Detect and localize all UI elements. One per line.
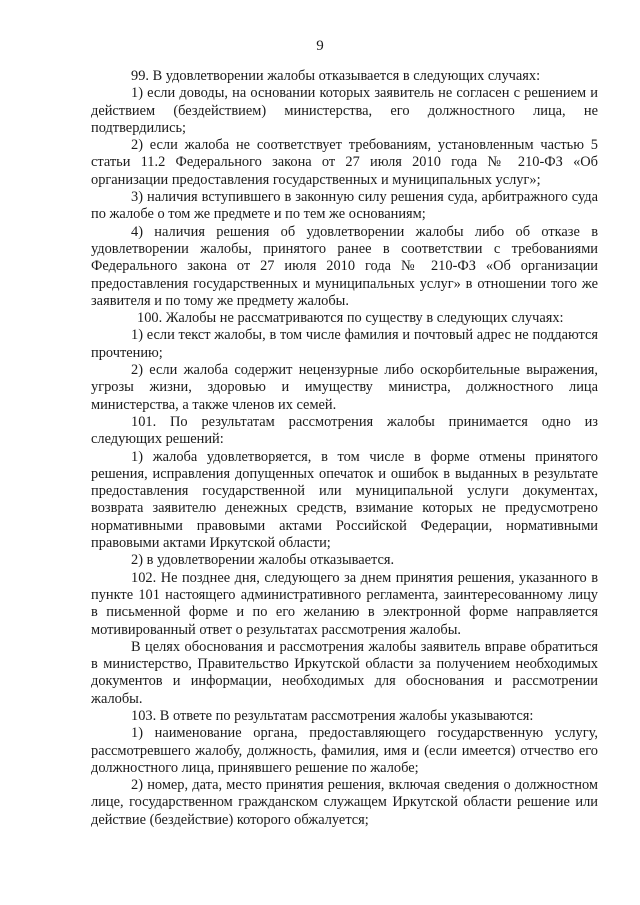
paragraph-99-item-2: 2) если жалоба не соответствует требованиям, установленным частью 5 статьи 11.2 Федерального закона от 27 июля 2010 года № 210-ФЗ «Об организации предоставления государственных и муниципальных услуг»; <box>91 137 598 188</box>
paragraph-100-item-1: 1) если текст жалобы, в том числе фамилия и почтовый адрес не поддаются прочтению; <box>91 327 598 361</box>
paragraph-101: 101. По результатам рассмотрения жалобы принимается одно из следующих решений: <box>91 413 598 448</box>
paragraph-99: 99. В удовлетворении жалобы отказывается в следующих случаях: <box>131 68 541 84</box>
page-number: 9 <box>316 38 324 54</box>
paragraph-103-item-1: 1) наименование органа, предоставляющего государственную услугу, рассмотревшего жалобу, должность, фамилия, имя и (если имеется) отчество его должностного лица, принявшего решение по жалобе; <box>91 725 598 776</box>
paragraph-101-item-2: 2) в удовлетворении жалобы отказывается. <box>131 552 395 569</box>
document-body <box>91 68 598 829</box>
paragraph-100-item-2: 2) если жалоба содержит нецензурные либо оскорбительные выражения, угрозы жизни, здоровью и имуществу министра, должностного лица министерства, а также членов их семей. <box>91 362 598 413</box>
paragraph-99-item-3: 3) наличия вступившего в законную силу решения суда, арбитражного суда по жалобе о том же предмете и по тем же основаниям; <box>91 189 598 223</box>
paragraph-102: 102. Не позднее дня, следующего за днем принятия решения, указанного в пункте 101 настоящего административного регламента, заинтересованному лицу в письменной форме и по его желанию в электронной форме направляется мотивированный ответ о результатах рассмотрения жалобы. <box>91 569 598 638</box>
paragraph-101-item-1: 1) жалоба удовлетворяется, в том числе в форме отмены принятого решения, исправления допущенных опечаток и ошибок в выданных в результате предоставления государственной или муниципальной услуги документах, возврата заявителю денежных средств, взимание которых не предусмотрено нормативными правовыми актами Российской Федерации, нормативными правовыми актами Иркутской области; <box>91 448 598 552</box>
paragraph-102-continuation: В целях обоснования и рассмотрения жалобы заявитель вправе обратиться в министерство, Правительство Иркутской области за получением необходимых документов и информации, необходимых для обоснования и рассмотрении жалобы. <box>91 638 598 707</box>
paragraph-100: 100. Жалобы не рассматриваются по существу в следующих случаях: <box>137 310 564 327</box>
paragraph-103-item-2: 2) номер, дата, место принятия решения, включая сведения о должностном лице, государственном гражданском служащем Иркутской области решение или действие (бездействие) которого обжалуется; <box>91 777 598 828</box>
paragraph-99-item-4: 4) наличия решения об удовлетворении жалобы либо об отказе в удовлетворении жалобы, принятого ранее в соответствии с требованиями Федерального закона от 27 июля 2010 года № 210-ФЗ «Об организации предоставления государственных и муниципальных услуг» в отношении того же заявителя и по тому же предмету жалобы. <box>91 223 598 309</box>
paragraph-99-item-1: 1) если доводы, на основании которых заявитель не согласен с решением и действием (бездействием) министерства, его должностного лица, не подтвердились; <box>91 85 598 136</box>
paragraph-103: 103. В ответе по результатам рассмотрения жалобы указываются: <box>131 707 534 724</box>
